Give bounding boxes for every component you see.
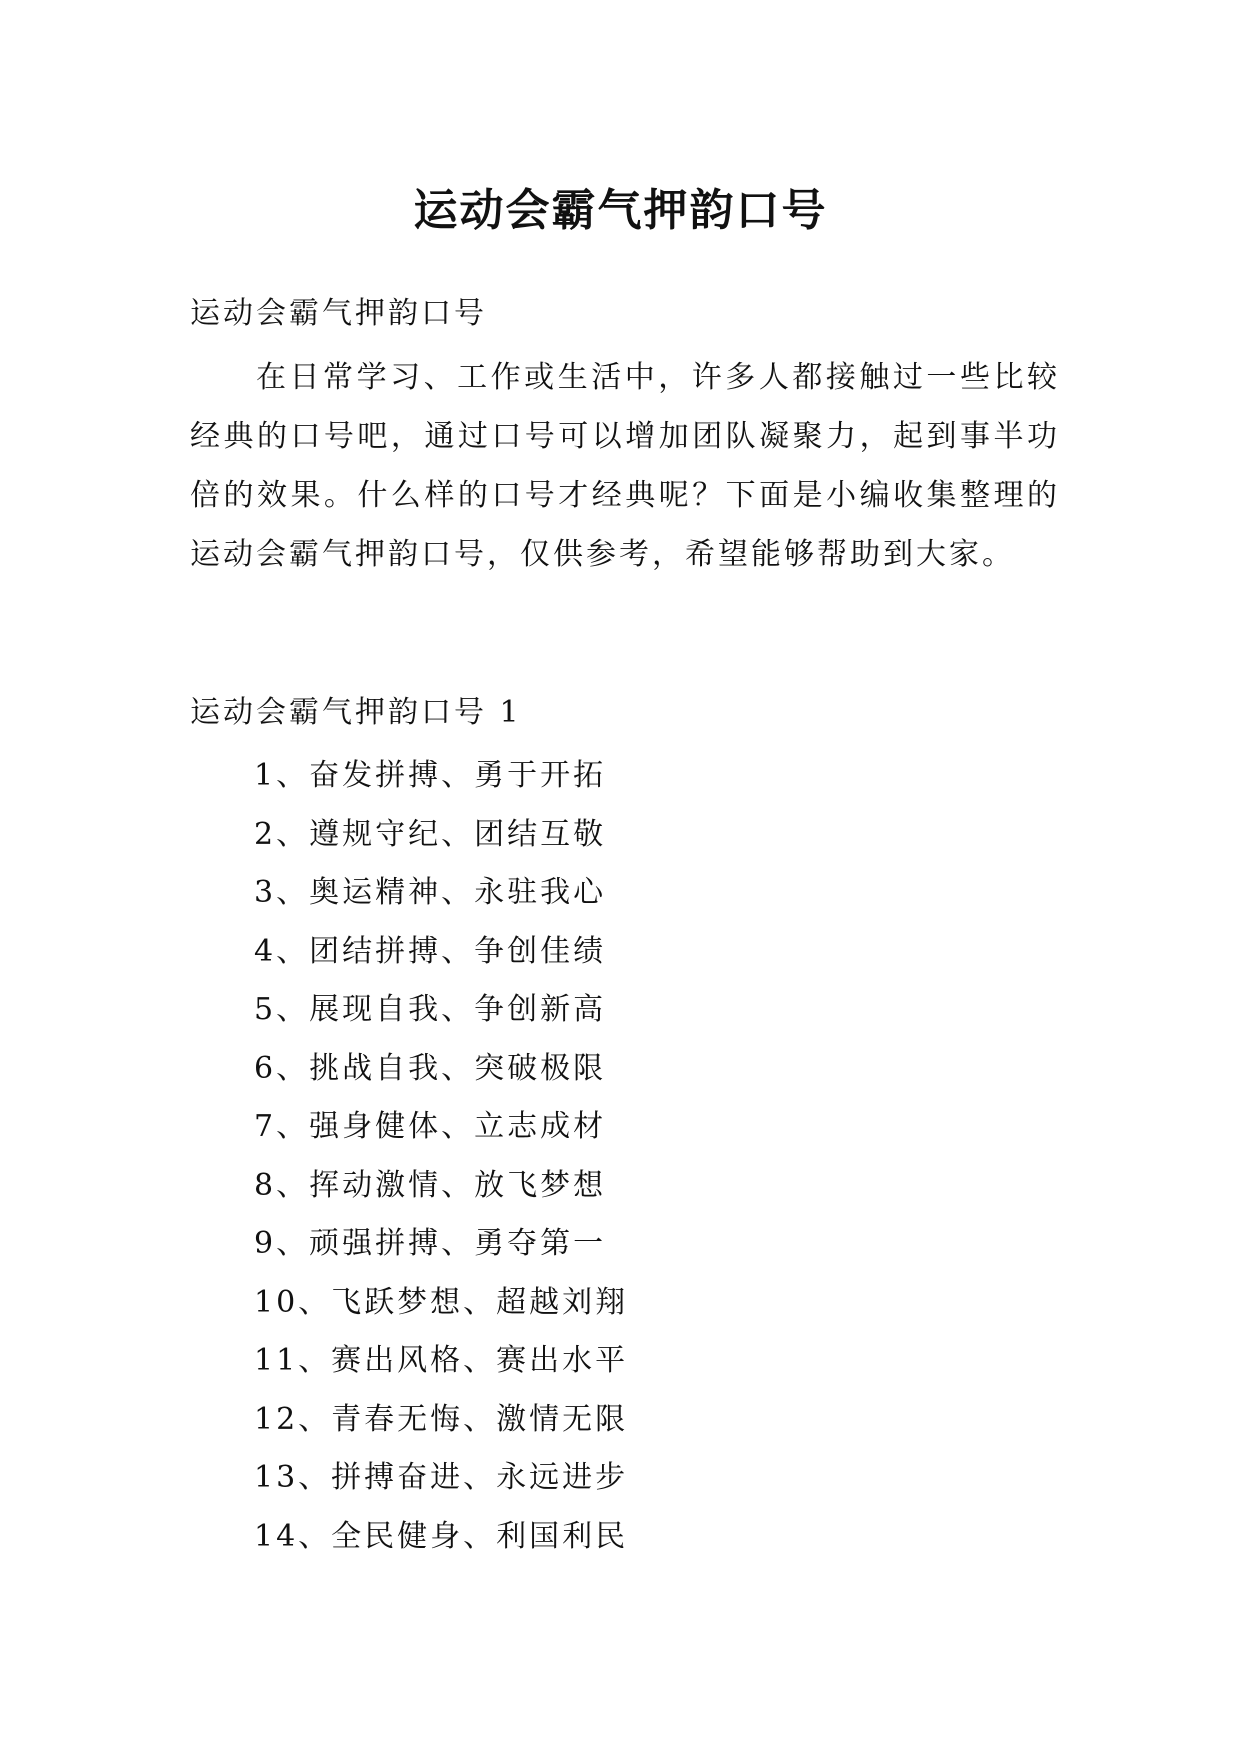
slogan-item: 6、挑战自我、突破极限 [254,1050,607,1086]
slogan-list [190,747,1060,1566]
slogan-item: 2、遵规守纪、团结互敬 [254,816,607,852]
slogan-item: 11、赛出风格、赛出水平 [254,1343,629,1378]
document-title: 运动会霸气押韵口号 [413,185,828,237]
slogan-item: 5、展现自我、争创新高 [254,992,607,1027]
slogan-item: 10、飞跃梦想、超越刘翔 [254,1284,629,1320]
slogan-item: 7、强身健体、立志成材 [254,1109,607,1144]
document-subtitle: 运动会霸气押韵口号 [190,296,487,331]
slogan-item: 9、顽强拼搏、勇夺第一 [254,1226,607,1261]
slogan-item: 14、全民健身、利国利民 [254,1518,629,1554]
slogan-item: 12、青春无悔、激情无限 [254,1401,629,1437]
document-body [190,290,1060,1566]
section-heading: 运动会霸气押韵口号 1 [190,695,522,730]
intro-paragraph: 在日常学习、工作或生活中，许多人都接触过一些比较经典的口号吧，通过口号可以增加团队凝聚力，起到事半功倍的效果。什么样的口号才经典呢？下面是小编收集整理的运动会霸气押韵口号，仅供参考，希望能够帮助到大家。 [190,360,1060,572]
slogan-item: 8、挥动激情、放飞梦想 [254,1167,607,1203]
slogan-item: 4、团结拼搏、争创佳绩 [254,933,607,969]
slogan-item: 3、奥运精神、永驻我心 [254,875,607,910]
slogan-item: 1、奋发拼搏、勇于开拓 [254,758,607,793]
slogan-item: 13、拼搏奋进、永远进步 [254,1460,629,1495]
